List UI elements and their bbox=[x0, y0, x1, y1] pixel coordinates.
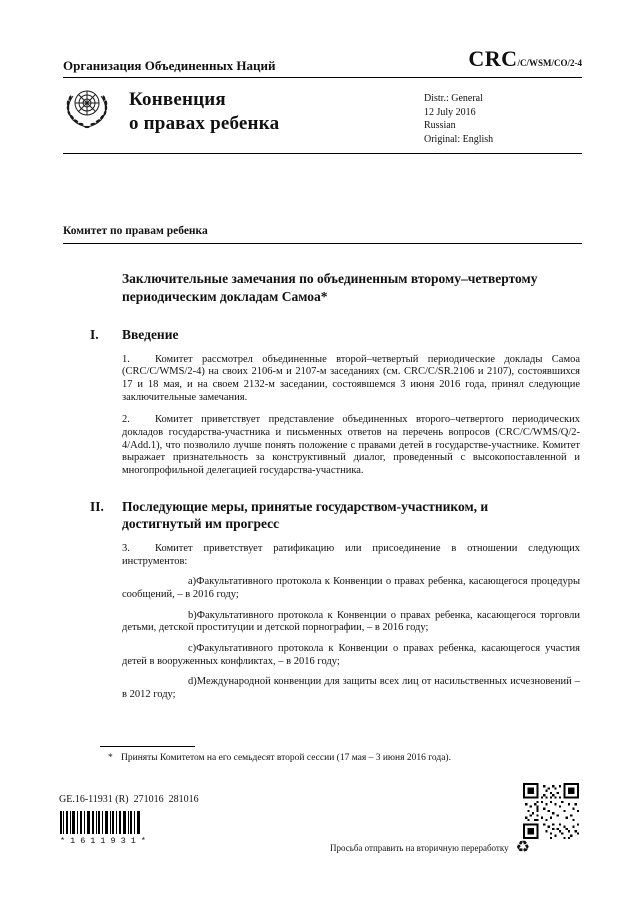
section-heading bbox=[90, 498, 582, 533]
recycle-text: Просьба отправить на вторичную переработку bbox=[330, 843, 509, 853]
document-symbol-rest: /C/WSM/CO/2-4 bbox=[517, 58, 582, 68]
list-item-d bbox=[122, 676, 580, 701]
section-title: Последующие меры, принятые государством-участником, и достигнутый им прогресс bbox=[122, 498, 489, 532]
ge-number: GE.16-11931 (R) 271016 281016 bbox=[59, 794, 199, 805]
masthead-rule bbox=[63, 153, 582, 154]
barcode-text: *1611931* bbox=[60, 836, 151, 846]
distr-line: Distr.: General bbox=[424, 93, 483, 104]
qr-code-icon bbox=[523, 783, 579, 839]
list-item-a bbox=[122, 576, 580, 601]
barcode-block bbox=[60, 811, 150, 846]
list-item-c bbox=[122, 643, 580, 668]
footnote-marker: * bbox=[108, 753, 113, 763]
footnote-text: Приняты Комитетом на его семьдесят второй сессии (17 мая – 3 июня 2016 года). bbox=[121, 753, 451, 763]
convention-title-line2: о правах ребенка bbox=[129, 113, 280, 134]
document-symbol bbox=[468, 48, 582, 74]
paragraph-number: 3. bbox=[122, 542, 130, 554]
document-header bbox=[63, 48, 582, 74]
list-item-letter: a) bbox=[188, 576, 197, 588]
list-item-b bbox=[122, 610, 580, 635]
section-introduction bbox=[63, 326, 582, 478]
paragraph-text: Комитет приветствует ратификацию или присоединение в отношении следующих инструментов: bbox=[122, 542, 580, 567]
convention-title-line1: Конвенция bbox=[129, 89, 226, 110]
committee-rule bbox=[63, 243, 582, 244]
paragraph-number: 2. bbox=[122, 414, 130, 426]
barcode-icon bbox=[60, 811, 140, 834]
paragraph-text: Комитет приветствует представление объединенных второго–четвертого периодических докладов государства-участника и письменных ответов на перечень вопросов (CRC/C/WMS/Q/2-4/Add.1), что позволило лучше понять положение с правами детей в государстве-участнике. Комитет выражает признательность за конструктивный диалог, проведенный с высокопоставленной и многопрофильной делегацией государства-участника. bbox=[122, 414, 580, 477]
section-number: I. bbox=[90, 327, 99, 342]
section-title: Введение bbox=[122, 327, 179, 342]
paragraph-text: Комитет рассмотрел объединенные второй–четвертый периодические доклады Самоа (CRC/C/WMS/2-4) на своих 2106-м и 2107-м заседаниях (см. CRC/C/SR.2106 и 2107), состоявшихся 17 и 18 мая, и на своем 2132-м заседании, состоявшемся 3 июня 2016 года, принял следующие заключительные замечания. bbox=[122, 353, 580, 403]
distr-language: Russian bbox=[424, 120, 456, 131]
distr-original: Original: English bbox=[424, 133, 494, 145]
committee-name: Комитет по правам ребенка bbox=[63, 225, 208, 237]
list-item-text: Факультативного протокола к Конвенции о правах ребенка, касающегося участия детей в вооруженных конфликтах, – в 2016 году; bbox=[122, 643, 580, 667]
distr-date: 12 July 2016 bbox=[424, 106, 476, 118]
list-item-letter: c) bbox=[188, 643, 197, 655]
section-heading bbox=[90, 326, 582, 344]
document-title: Заключительные замечания по объединенным второму–четвертому периодическим докладам Самоа* bbox=[122, 271, 538, 304]
list-item-text: Международной конвенции для защиты всех лиц от насильственных исчезновений – в 2012 году; bbox=[122, 676, 580, 701]
recycle-notice bbox=[330, 841, 530, 855]
list-item-text: Факультативного протокола к Конвенции о правах ребенка, касающегося торговли детьми, детской проституции и детской порнографии, – в 2016 году; bbox=[122, 609, 580, 634]
paragraph-1 bbox=[122, 354, 580, 405]
paragraph-3 bbox=[122, 543, 580, 568]
paragraph-number: 1. bbox=[122, 353, 130, 365]
list-item-letter: b) bbox=[188, 609, 197, 621]
list-item-text: Факультативного протокола к Конвенции о правах ребенка, касающегося процедуры сообщений, – в 2016 году; bbox=[122, 576, 580, 600]
document-body bbox=[63, 258, 582, 702]
list-item-letter: d) bbox=[188, 676, 197, 688]
convention-title bbox=[129, 88, 279, 136]
paragraph-2 bbox=[122, 414, 580, 478]
footnote-rule bbox=[100, 746, 195, 747]
un-emblem-icon bbox=[64, 84, 110, 130]
distribution-block bbox=[424, 92, 493, 146]
section-number: II. bbox=[90, 498, 104, 514]
recycle-icon: ♻ bbox=[515, 839, 530, 856]
document-symbol-large: CRC bbox=[468, 46, 518, 71]
footnote bbox=[100, 752, 560, 764]
header-rule bbox=[63, 77, 582, 78]
organization-name: Организация Объединенных Наций bbox=[63, 58, 276, 73]
section-follow-up bbox=[63, 498, 582, 702]
